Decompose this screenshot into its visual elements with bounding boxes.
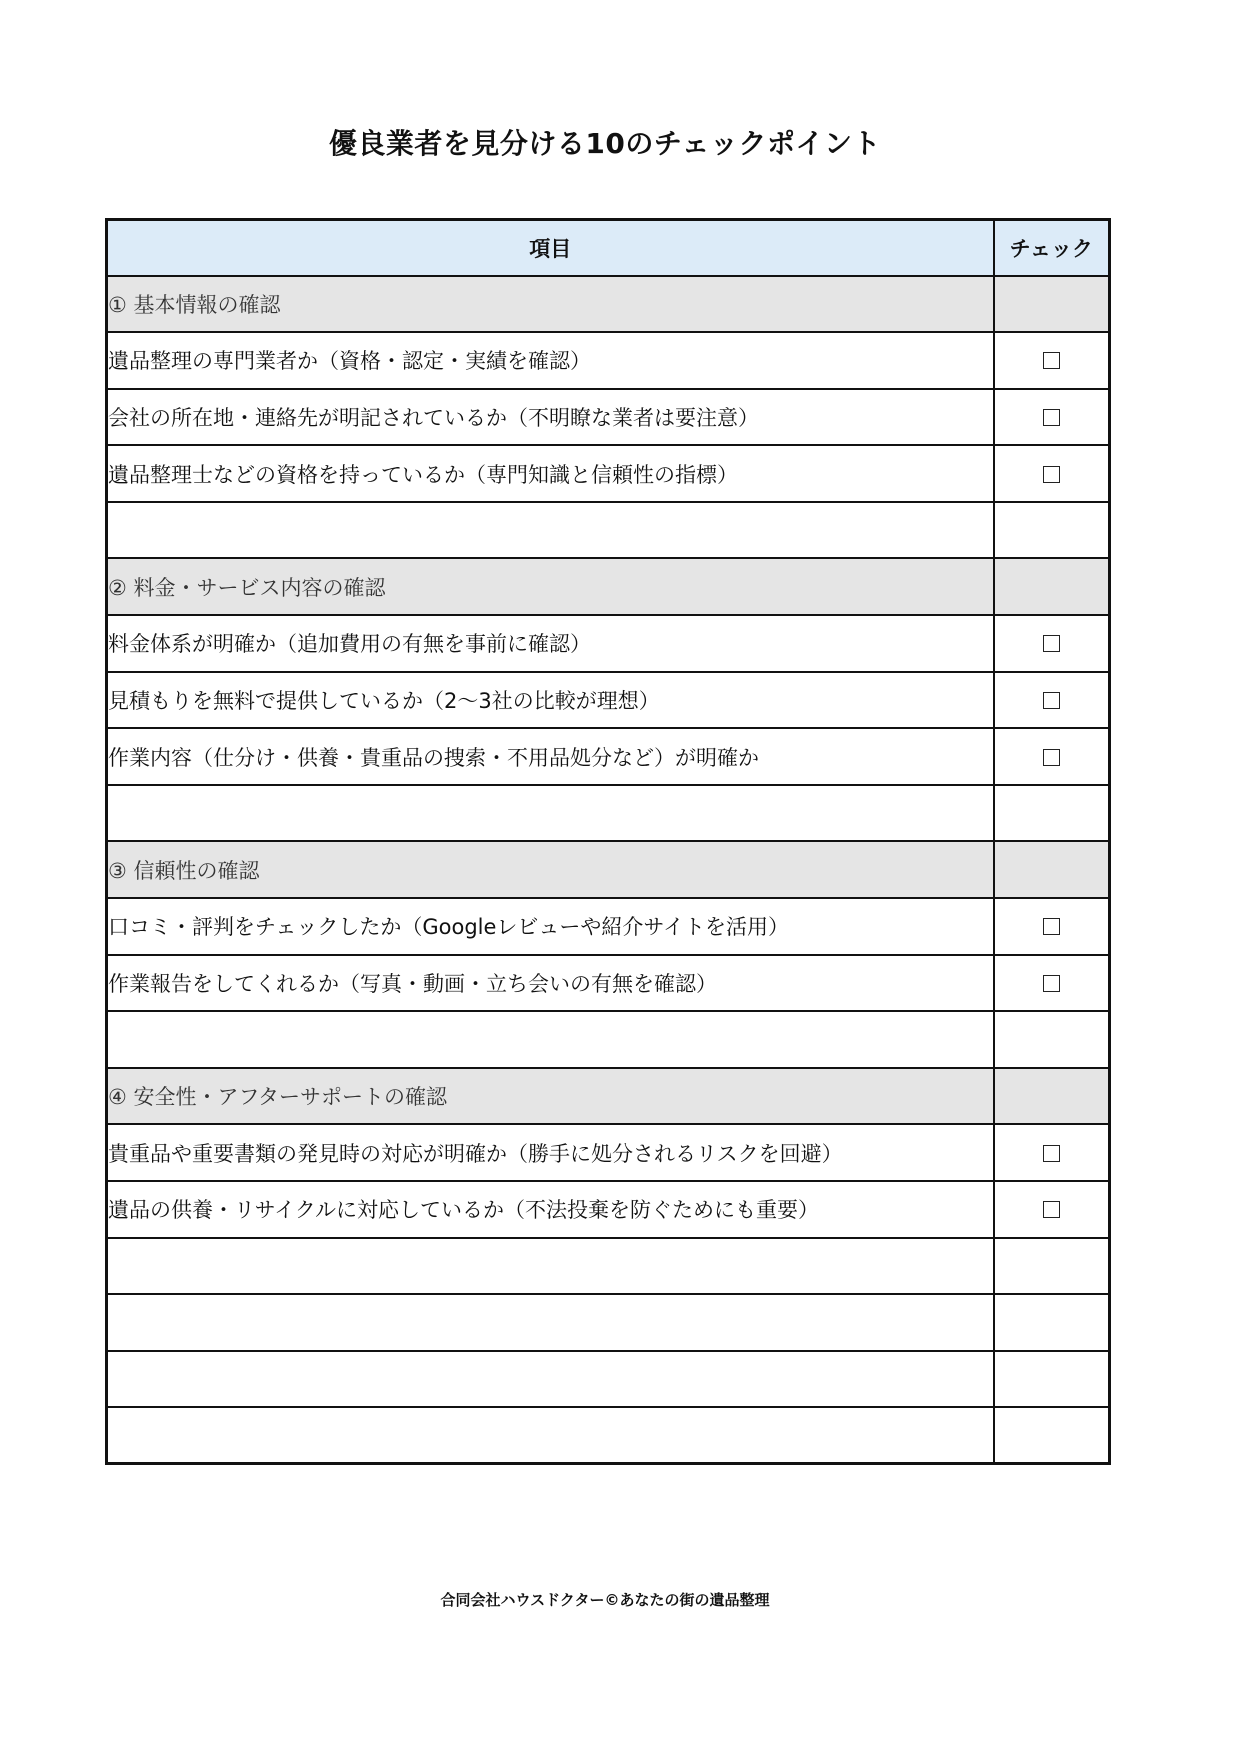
- checklist-item-text: 口コミ・評判をチェックしたか（Googleレビューや紹介サイトを活用）: [107, 898, 994, 955]
- checkbox[interactable]: [1043, 692, 1060, 709]
- footer-credit: 合同会社ハウスドクター©あなたの街の遺品整理: [440, 1591, 770, 1609]
- section-header-row: [107, 558, 1110, 615]
- table-header-row: [107, 220, 1110, 276]
- blank-cell: [107, 502, 994, 559]
- checkbox[interactable]: [1043, 749, 1060, 766]
- checkbox[interactable]: [1043, 409, 1060, 426]
- checkbox[interactable]: [1043, 352, 1060, 369]
- check-cell: [994, 1181, 1110, 1238]
- check-cell: [994, 785, 1110, 842]
- checkbox[interactable]: [1043, 1201, 1060, 1218]
- blank-cell: [107, 785, 994, 842]
- check-cell: [994, 1124, 1110, 1181]
- check-cell: [994, 841, 1110, 898]
- blank-row: [107, 502, 1110, 559]
- blank-cell: [107, 1011, 994, 1068]
- checklist-body: [107, 276, 1110, 1464]
- checkbox[interactable]: [1043, 975, 1060, 992]
- section-header-row: [107, 1068, 1110, 1125]
- checkbox[interactable]: [1043, 466, 1060, 483]
- blank-row: [107, 1294, 1110, 1351]
- blank-row: [107, 1351, 1110, 1408]
- check-cell: [994, 672, 1110, 729]
- check-cell: [994, 898, 1110, 955]
- check-cell: [994, 445, 1110, 502]
- checklist-item-text: 作業内容（仕分け・供養・貴重品の捜索・不用品処分など）が明確か: [107, 728, 994, 785]
- blank-row: [107, 1011, 1110, 1068]
- column-header-check: チェック: [994, 220, 1110, 276]
- section-header-row: [107, 841, 1110, 898]
- check-cell: [994, 389, 1110, 446]
- checkbox[interactable]: [1043, 1145, 1060, 1162]
- checklist-table: [105, 218, 1111, 1465]
- check-cell: [994, 1351, 1110, 1408]
- blank-row: [107, 785, 1110, 842]
- checklist-item-text: 貴重品や重要書類の発見時の対応が明確か（勝手に処分されるリスクを回避）: [107, 1124, 994, 1181]
- blank-cell: [107, 1351, 994, 1408]
- check-cell: [994, 332, 1110, 389]
- page-title: 優良業者を見分ける10のチェックポイント: [328, 127, 882, 160]
- checklist-item-row: [107, 615, 1110, 672]
- blank-cell: [107, 1407, 994, 1464]
- check-cell: [994, 615, 1110, 672]
- blank-row: [107, 1238, 1110, 1295]
- check-cell: [994, 1294, 1110, 1351]
- section-title: ③ 信頼性の確認: [107, 841, 994, 898]
- checklist-item-text: 見積もりを無料で提供しているか（2〜3社の比較が理想）: [107, 672, 994, 729]
- section-title: ④ 安全性・アフターサポートの確認: [107, 1068, 994, 1125]
- checkbox[interactable]: [1043, 635, 1060, 652]
- checklist-item-text: 料金体系が明確か（追加費用の有無を事前に確認）: [107, 615, 994, 672]
- checklist-item-text: 遺品整理士などの資格を持っているか（専門知識と信頼性の指標）: [107, 445, 994, 502]
- section-header-row: [107, 276, 1110, 333]
- checklist-item-row: [107, 898, 1110, 955]
- check-cell: [994, 502, 1110, 559]
- checklist-item-row: [107, 728, 1110, 785]
- check-cell: [994, 955, 1110, 1012]
- checklist-item-text: 会社の所在地・連絡先が明記されているか（不明瞭な業者は要注意）: [107, 389, 994, 446]
- check-cell: [994, 1068, 1110, 1125]
- checklist-item-row: [107, 389, 1110, 446]
- column-header-item: 項目: [107, 220, 994, 276]
- checklist-item-row: [107, 1181, 1110, 1238]
- check-cell: [994, 276, 1110, 333]
- blank-cell: [107, 1238, 994, 1295]
- checklist-item-row: [107, 672, 1110, 729]
- checklist-item-row: [107, 445, 1110, 502]
- check-cell: [994, 1407, 1110, 1464]
- checklist-item-text: 作業報告をしてくれるか（写真・動画・立ち会いの有無を確認）: [107, 955, 994, 1012]
- checklist-item-text: 遺品の供養・リサイクルに対応しているか（不法投棄を防ぐためにも重要）: [107, 1181, 994, 1238]
- blank-cell: [107, 1294, 994, 1351]
- checklist-item-row: [107, 332, 1110, 389]
- checklist-item-text: 遺品整理の専門業者か（資格・認定・実績を確認）: [107, 332, 994, 389]
- checklist-item-row: [107, 1124, 1110, 1181]
- check-cell: [994, 558, 1110, 615]
- check-cell: [994, 1011, 1110, 1068]
- check-cell: [994, 1238, 1110, 1295]
- check-cell: [994, 728, 1110, 785]
- section-title: ① 基本情報の確認: [107, 276, 994, 333]
- checklist-item-row: [107, 955, 1110, 1012]
- blank-row: [107, 1407, 1110, 1464]
- checkbox[interactable]: [1043, 918, 1060, 935]
- section-title: ② 料金・サービス内容の確認: [107, 558, 994, 615]
